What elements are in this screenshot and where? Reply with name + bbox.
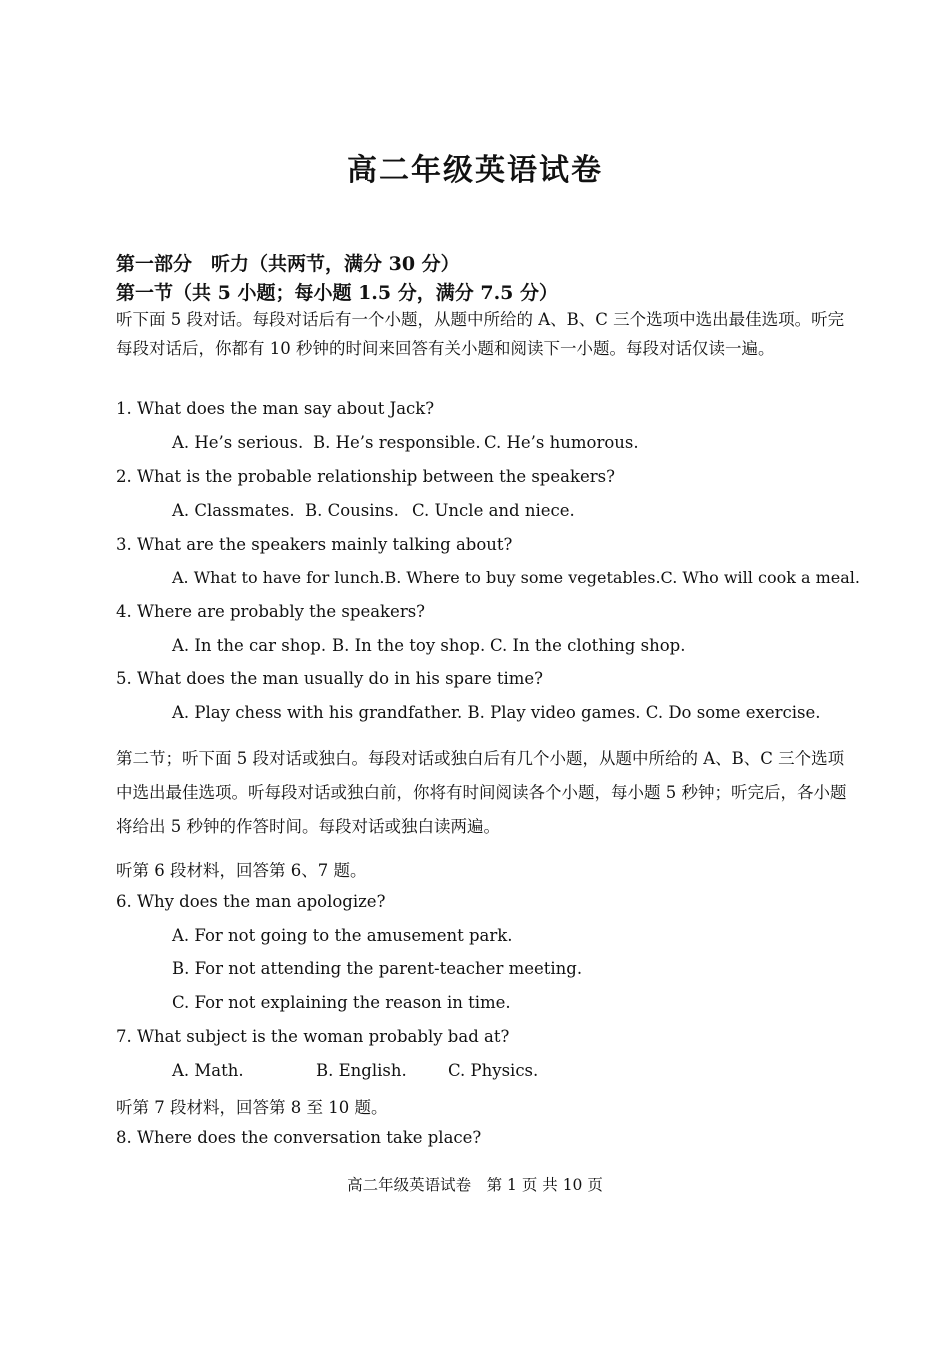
material-6-instruction: 听第 6 段材料，回答第 6、7 题。	[116, 861, 367, 880]
question-8: 8. Where does the conversation take place?	[116, 1128, 482, 1147]
q4-option-b: B. In the toy shop.	[332, 636, 486, 655]
section1-instructions: 听下面 5 段对话。每段对话后有一个小题，从题中所给的 A、B、C 三个选项中选出最佳选项。听完每段对话后，你都有 10 秒钟的时间来回答有关小题和阅读下一小题。每段对话仅读一遍。	[116, 310, 845, 358]
question-2: 2. What is the probable relationship between the speakers?	[116, 467, 615, 486]
section2-instructions: 第二节；听下面 5 段对话或独白。每段对话或独白后有几个小题，从题中所给的 A、B、C 三个选项中选出最佳选项。听每段对话或独白前，你将有时间阅读各个小题，每小题 5 秒钟；听完后，各小题将给出 5 秒钟的作答时间。每段对话或独白读两遍。	[116, 749, 847, 836]
exam-title: 高二年级英语试卷	[347, 153, 603, 188]
q6-option-c: C. For not explaining the reason in time.	[172, 993, 511, 1012]
q2-option-b: B. Cousins.	[305, 501, 399, 520]
question-6: 6. Why does the man apologize?	[116, 892, 386, 911]
question-3: 3. What are the speakers mainly talking about?	[116, 535, 513, 554]
question-5: 5. What does the man usually do in his spare time?	[116, 669, 543, 688]
q1-option-b: B. He’s responsible.	[313, 433, 481, 452]
q4-option-a: A. In the car shop.	[172, 636, 327, 655]
q6-option-b: B. For not attending the parent-teacher meeting.	[172, 959, 583, 978]
q1-option-a: A. He’s serious.	[172, 433, 304, 452]
q2-option-c: C. Uncle and niece.	[412, 501, 575, 520]
q3-options: A. What to have for lunch.B. Where to buy some vegetables.C. Who will cook a meal.	[172, 568, 860, 587]
question-7: 7. What subject is the woman probably bad at?	[116, 1027, 510, 1046]
question-4: 4. Where are probably the speakers?	[116, 602, 426, 621]
q4-option-c: C. In the clothing shop.	[490, 636, 686, 655]
part1-heading: 第一部分 听力（共两节，满分 30 分）	[116, 253, 460, 275]
material-7-instruction: 听第 7 段材料，回答第 8 至 10 题。	[116, 1098, 388, 1117]
q2-option-a: A. Classmates.	[172, 501, 295, 520]
q7-option-b: B. English.	[316, 1061, 407, 1080]
q1-option-c: C. He’s humorous.	[484, 433, 639, 452]
q7-option-c: C. Physics.	[448, 1061, 539, 1080]
q5-options: A. Play chess with his grandfather. B. Play video games. C. Do some exercise.	[172, 703, 821, 722]
q6-option-a: A. For not going to the amusement park.	[172, 926, 513, 945]
q7-option-a: A. Math.	[172, 1061, 244, 1080]
page-footer: 高二年级英语试卷 第 1 页 共 10 页	[347, 1176, 603, 1194]
question-1: 1. What does the man say about Jack?	[116, 399, 435, 418]
section1-heading: 第一节（共 5 小题；每小题 1.5 分，满分 7.5 分）	[116, 282, 559, 304]
